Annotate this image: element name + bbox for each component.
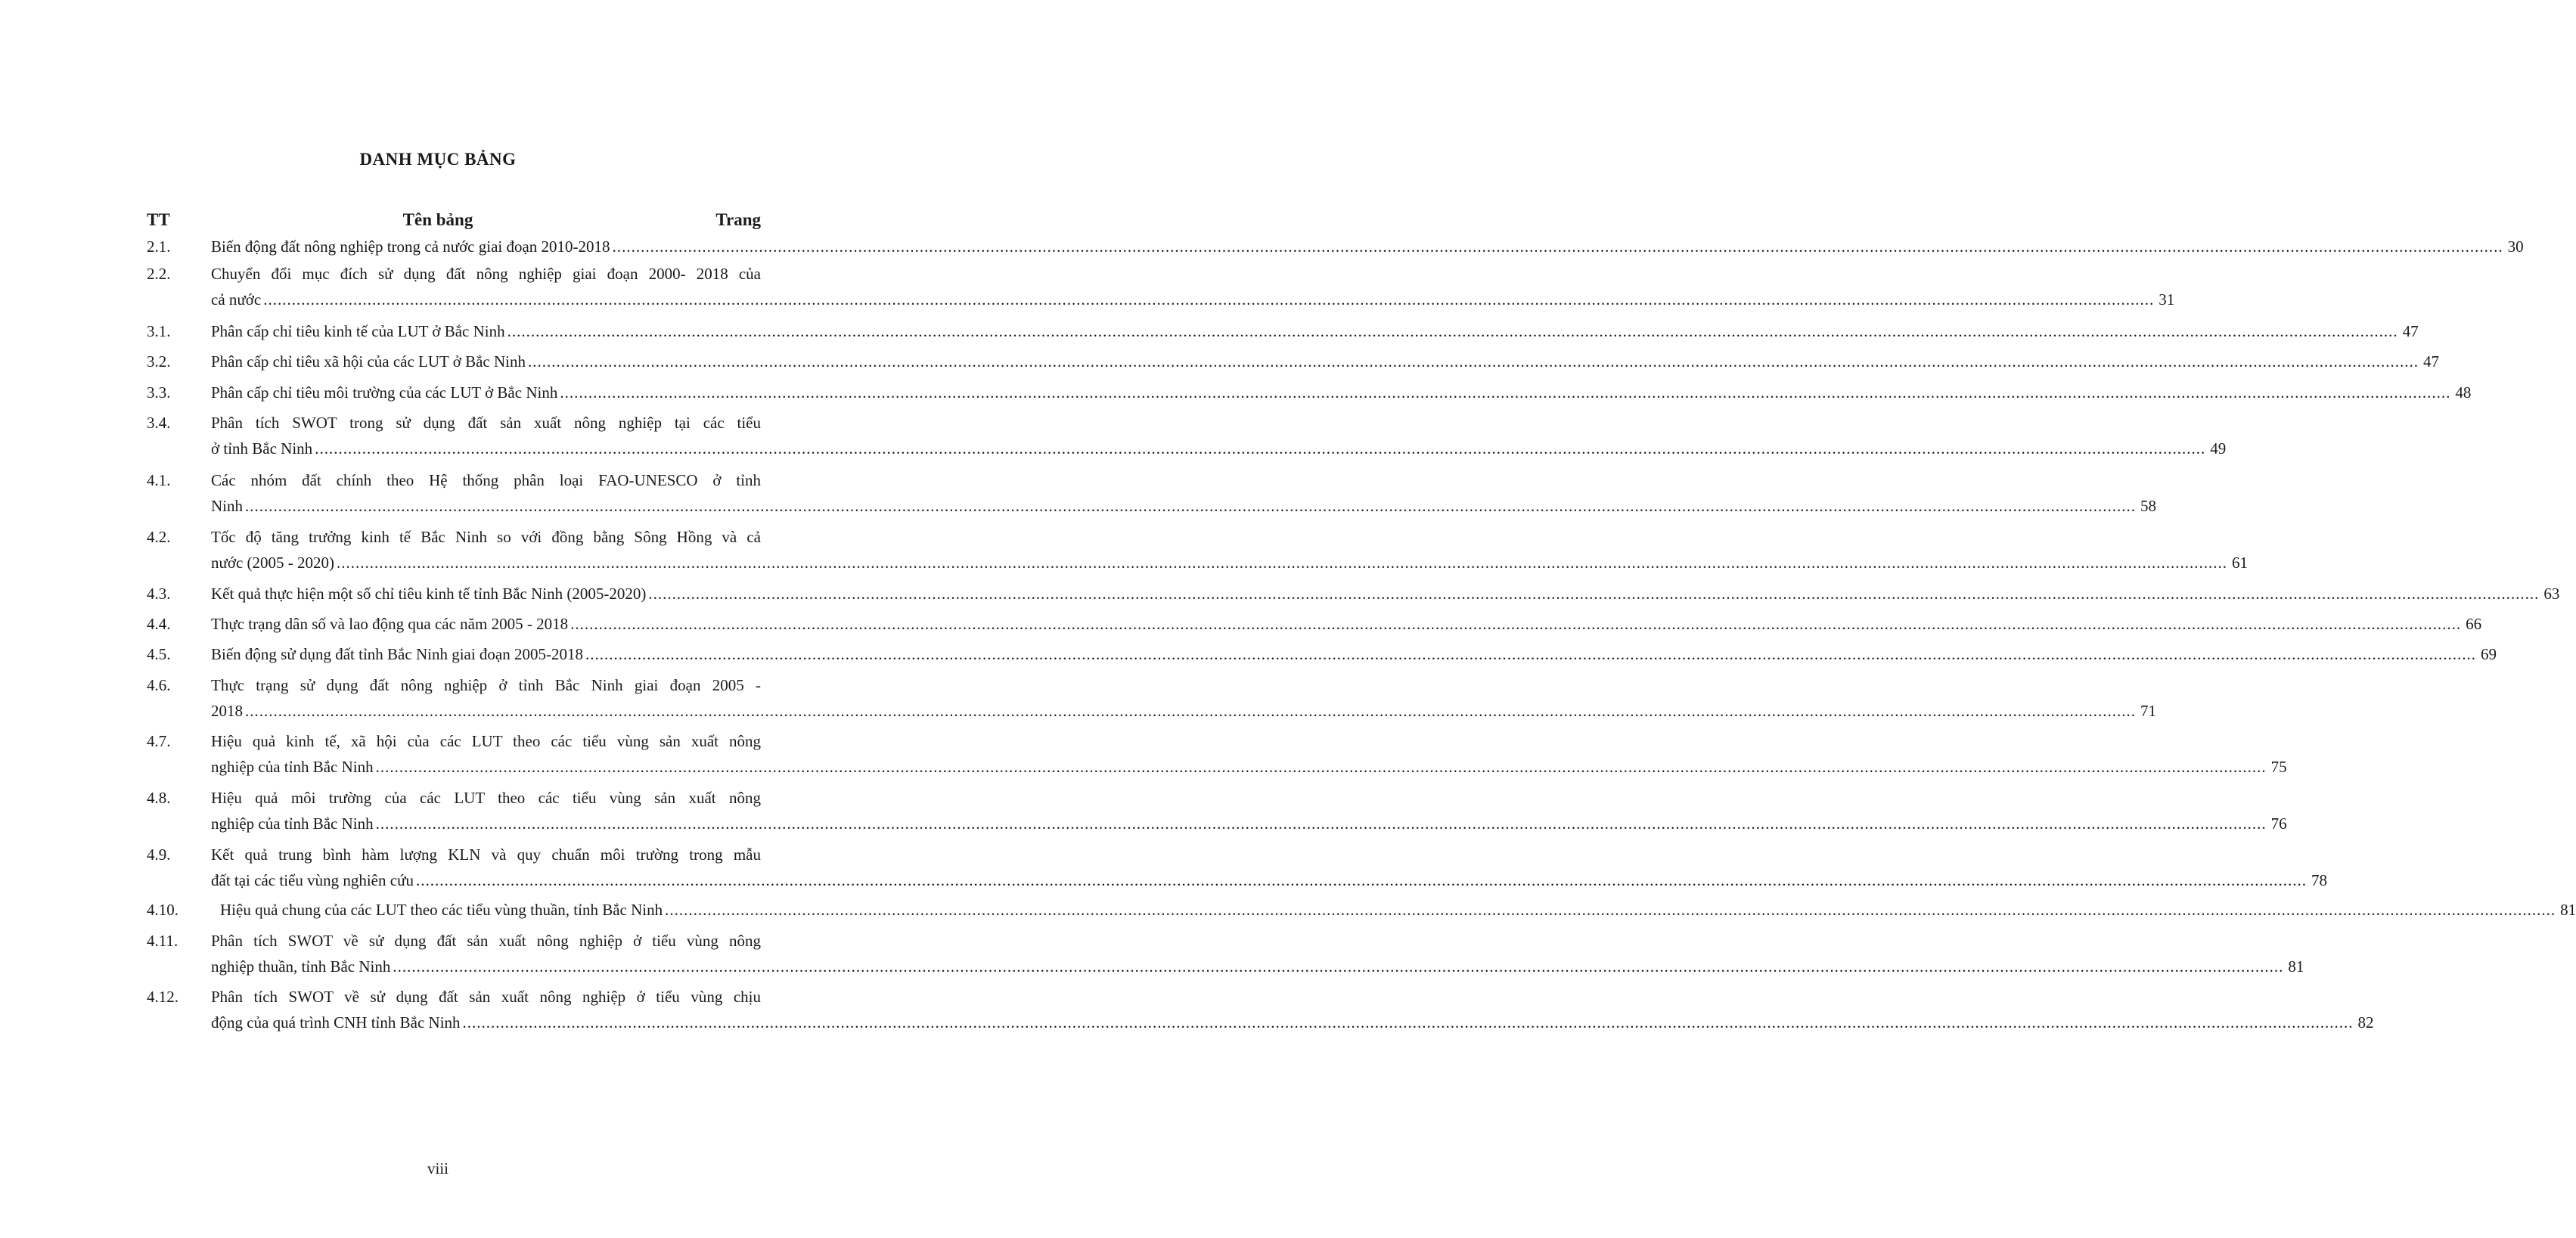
dot-leader: ................................................................................................................................................................................................................................................................................................................................................................................................................ xyxy=(507,322,2398,340)
entry-title-text: Biến động đất nông nghiệp trong cả nước giai đoạn 2010-2018 xyxy=(211,237,610,256)
dot-leader: ................................................................................................................................................................................................................................................................................................................................................................................................................ xyxy=(665,901,2556,919)
entry-title-last-line xyxy=(211,871,2327,894)
entry-number: 3.2. xyxy=(147,352,171,371)
entry-title-last-line xyxy=(211,352,2439,375)
entry-page-number: 63 xyxy=(2543,585,2560,603)
dot-leader: ................................................................................................................................................................................................................................................................................................................................................................................................................ xyxy=(612,237,2503,256)
entry-title-text: ở tỉnh Bắc Ninh xyxy=(211,439,313,458)
entry-title-line: Chuyển đổi mục đích sử dụng đất nông nghiệp giai đoạn 2000- 2018 của xyxy=(211,265,761,283)
entry-title-last-line xyxy=(211,702,2156,724)
entry-title-last-line xyxy=(211,383,2472,406)
dot-leader: ................................................................................................................................................................................................................................................................................................................................................................................................................ xyxy=(570,615,2462,633)
entry-title-last-line xyxy=(220,901,2576,923)
entry-page-number: 82 xyxy=(2357,1013,2374,1032)
entry-number: 4.4. xyxy=(147,615,171,633)
entry-title-text: Biến động sử dụng đất tỉnh Bắc Ninh giai đoạn 2005-2018 xyxy=(211,645,583,663)
entry-title-text: Kết quả thực hiện một số chỉ tiêu kinh tế tỉnh Bắc Ninh (2005-2020) xyxy=(211,585,647,603)
entry-page-number: 31 xyxy=(2159,290,2175,309)
entry-title-line: Phân tích SWOT về sử dụng đất sản xuất nông nghiệp ở tiểu vùng chịu xyxy=(211,988,761,1006)
entry-number: 4.12. xyxy=(147,988,178,1006)
page-title: DANH MỤC BẢNG xyxy=(359,150,517,169)
dot-leader: ................................................................................................................................................................................................................................................................................................................................................................................................................ xyxy=(415,871,2307,889)
entry-number: 3.1. xyxy=(147,322,171,340)
entry-number: 2.1. xyxy=(147,237,171,256)
entry-title-text: Hiệu quả chung của các LUT theo các tiểu vùng thuần, tỉnh Bắc Ninh xyxy=(220,901,663,919)
entry-page-number: 61 xyxy=(2232,554,2249,572)
dot-leader: ................................................................................................................................................................................................................................................................................................................................................................................................................ xyxy=(337,554,2228,572)
entry-page-number: 66 xyxy=(2466,615,2482,633)
entry-number: 4.10. xyxy=(147,901,178,919)
entry-page-number: 58 xyxy=(2140,497,2156,515)
entry-title-text: Phân cấp chỉ tiêu xã hội của các LUT ở Bắc Ninh xyxy=(211,352,526,371)
entry-title-text: cả nước xyxy=(211,290,262,309)
entry-title-text: nghiệp của tỉnh Bắc Ninh xyxy=(211,814,374,833)
entry-number: 3.4. xyxy=(147,414,171,432)
column-header-name: Tên bảng xyxy=(402,210,473,229)
entry-title-text: nước (2005 - 2020) xyxy=(211,554,335,572)
entry-number: 4.8. xyxy=(147,789,171,807)
dot-leader: ................................................................................................................................................................................................................................................................................................................................................................................................................ xyxy=(560,383,2451,402)
entry-number: 4.5. xyxy=(147,645,171,663)
column-header-tt: TT xyxy=(147,210,170,229)
entry-title-last-line xyxy=(211,290,2175,313)
entry-number: 4.3. xyxy=(147,585,171,603)
entry-title-last-line xyxy=(211,554,2249,576)
entry-title-line: Các nhóm đất chính theo Hệ thống phân loại FAO-UNESCO ở tỉnh xyxy=(211,471,761,489)
entry-title-last-line xyxy=(211,645,2497,668)
entry-page-number: 81 xyxy=(2288,957,2304,976)
dot-leader: ................................................................................................................................................................................................................................................................................................................................................................................................................ xyxy=(315,439,2206,458)
entry-title-text: 2018 xyxy=(211,702,243,720)
entry-number: 3.3. xyxy=(147,383,171,402)
entry-page-number: 71 xyxy=(2140,702,2156,720)
entry-title-text: Thực trạng dân số và lao động qua các năm 2005 - 2018 xyxy=(211,615,569,633)
dot-leader: ................................................................................................................................................................................................................................................................................................................................................................................................................ xyxy=(263,290,2155,309)
entry-page-number: 30 xyxy=(2507,237,2524,256)
entry-title-text: đất tại các tiểu vùng nghiên cứu xyxy=(211,871,414,889)
entry-title-last-line xyxy=(211,439,2227,462)
entry-title-last-line xyxy=(211,957,2304,980)
entry-title-last-line xyxy=(211,237,2524,260)
entry-title-last-line xyxy=(211,758,2287,780)
entry-page-number: 78 xyxy=(2311,871,2327,889)
entry-title-text: Ninh xyxy=(211,497,243,515)
entry-title-line: Tốc độ tăng trưởng kinh tế Bắc Ninh so với đồng bằng Sông Hồng và cả xyxy=(211,528,761,546)
dot-leader: ................................................................................................................................................................................................................................................................................................................................................................................................................ xyxy=(245,497,2136,515)
column-header-page: Trang xyxy=(715,210,761,229)
dot-leader: ................................................................................................................................................................................................................................................................................................................................................................................................................ xyxy=(462,1013,2354,1032)
entry-title-line: Kết quả trung bình hàm lượng KLN và quy chuẩn môi trường trong mẫu xyxy=(211,846,761,864)
dot-leader: ................................................................................................................................................................................................................................................................................................................................................................................................................ xyxy=(375,758,2267,776)
entry-page-number: 76 xyxy=(2270,814,2287,833)
dot-leader: ................................................................................................................................................................................................................................................................................................................................................................................................................ xyxy=(528,352,2419,371)
entry-title-last-line xyxy=(211,1013,2374,1036)
dot-leader: ................................................................................................................................................................................................................................................................................................................................................................................................................ xyxy=(585,645,2476,663)
dot-leader: ................................................................................................................................................................................................................................................................................................................................................................................................................ xyxy=(375,814,2267,833)
entry-title-last-line xyxy=(211,585,2560,607)
entry-title-line: Phân tích SWOT về sử dụng đất sản xuất nông nghiệp ở tiểu vùng nông xyxy=(211,932,761,950)
entry-number: 4.1. xyxy=(147,471,171,489)
entry-page-number: 69 xyxy=(2481,645,2497,663)
page-number: viii xyxy=(427,1159,448,1177)
entry-title-line: Thực trạng sử dụng đất nông nghiệp ở tỉnh Bắc Ninh giai đoạn 2005 - xyxy=(211,676,761,694)
entry-title-line: Hiệu quả kinh tế, xã hội của các LUT theo các tiểu vùng sản xuất nông xyxy=(211,732,761,750)
entry-title-text: động của quá trình CNH tỉnh Bắc Ninh xyxy=(211,1013,461,1032)
entry-page-number: 49 xyxy=(2210,439,2227,458)
entry-title-text: Phân cấp chỉ tiêu kinh tế của LUT ở Bắc Ninh xyxy=(211,322,505,340)
entry-title-text: nghiệp của tỉnh Bắc Ninh xyxy=(211,758,374,776)
entry-title-last-line xyxy=(211,322,2419,345)
entry-number: 4.2. xyxy=(147,528,171,546)
entry-title-last-line xyxy=(211,814,2287,837)
entry-title-last-line xyxy=(211,497,2156,520)
dot-leader: ................................................................................................................................................................................................................................................................................................................................................................................................................ xyxy=(245,702,2136,720)
entry-title-line: Hiệu quả môi trường của các LUT theo các tiểu vùng sản xuất nông xyxy=(211,789,761,807)
entry-number: 2.2. xyxy=(147,265,171,283)
entry-number: 4.7. xyxy=(147,732,171,750)
entry-page-number: 47 xyxy=(2423,352,2439,371)
entry-page-number: 48 xyxy=(2455,383,2472,402)
entry-title-line: Phân tích SWOT trong sử dụng đất sản xuất nông nghiệp tại các tiểu xyxy=(211,414,761,432)
entry-page-number: 47 xyxy=(2402,322,2419,340)
entry-title-text: Phân cấp chỉ tiêu môi trường của các LUT ở Bắc Ninh xyxy=(211,383,558,402)
entry-number: 4.6. xyxy=(147,676,171,694)
dot-leader: ................................................................................................................................................................................................................................................................................................................................................................................................................ xyxy=(648,585,2540,603)
entry-number: 4.11. xyxy=(147,932,178,950)
entry-page-number: 75 xyxy=(2270,758,2287,776)
entry-title-text: nghiệp thuần, tỉnh Bắc Ninh xyxy=(211,957,391,976)
dot-leader: ................................................................................................................................................................................................................................................................................................................................................................................................................ xyxy=(393,957,2284,976)
entry-title-last-line xyxy=(211,615,2482,638)
entry-number: 4.9. xyxy=(147,846,171,864)
entry-page-number: 81 xyxy=(2560,901,2576,919)
